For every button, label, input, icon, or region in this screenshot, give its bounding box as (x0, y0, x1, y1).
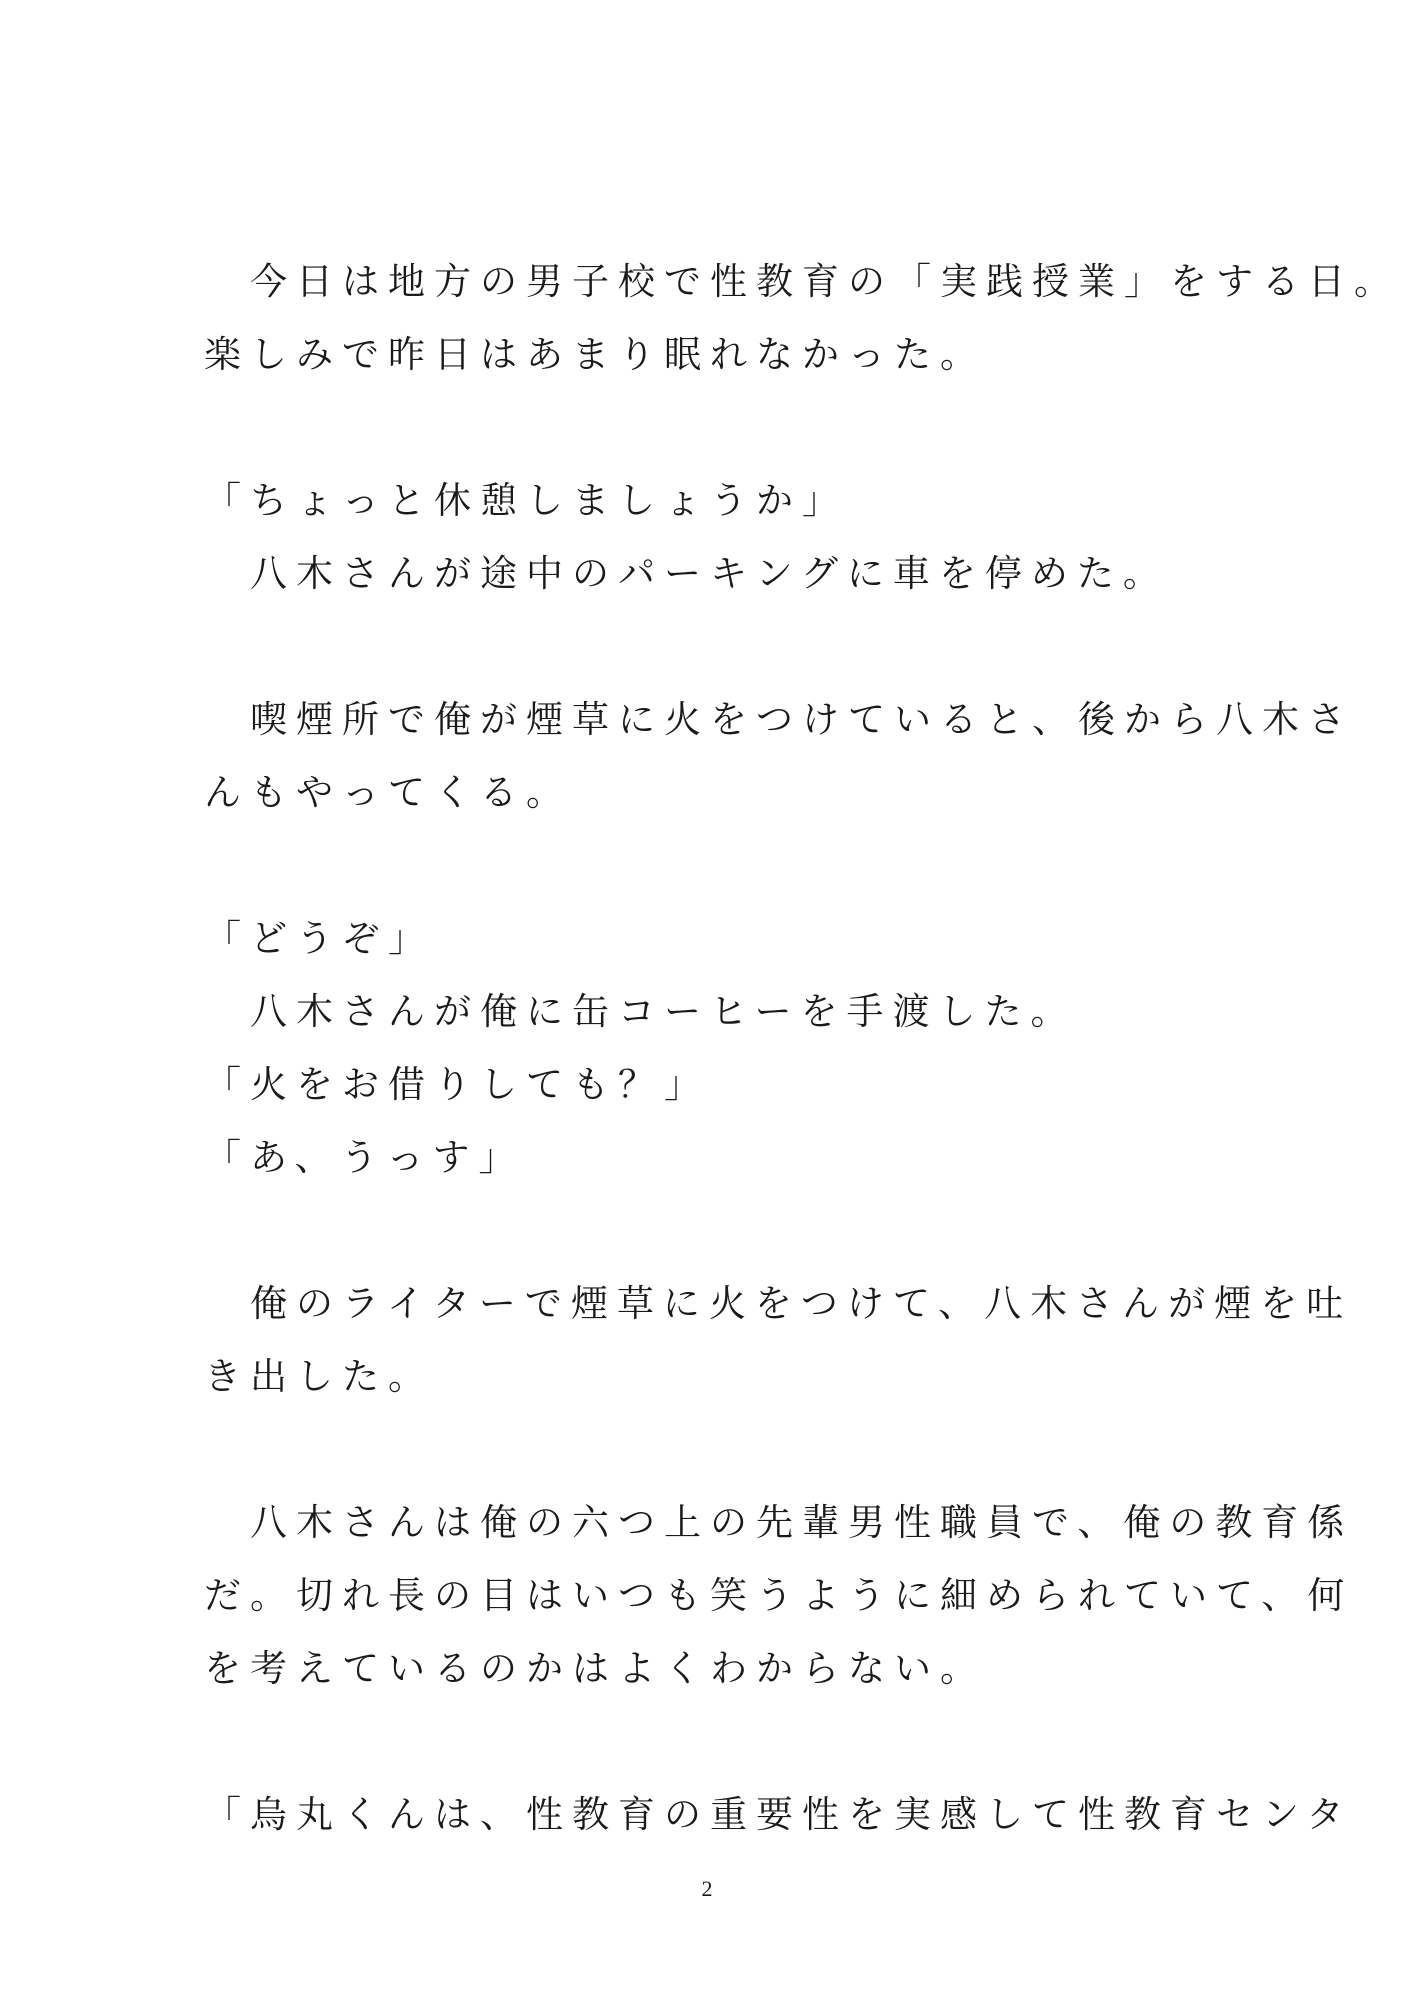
text-line: き出した。 (204, 1355, 434, 1398)
blank-line (204, 1194, 1214, 1267)
text-line: 「烏丸くんは、性教育の重要性を実感して性教育センタ (204, 1793, 1353, 1836)
text-line: 楽しみで昨日はあまり眠れなかった。 (204, 333, 986, 376)
text-line: 八木さんは俺の六つ上の先輩男性職員で、俺の教育係 (204, 1501, 1354, 1544)
blank-line (204, 829, 1214, 902)
text-line: 「ちょっと休憩しましょうか」 (204, 479, 848, 522)
text-line: 八木さんが途中のパーキングに車を停めた。 (204, 552, 1169, 595)
body-text (204, 245, 1400, 1851)
text-line: 今日は地方の男子校で性教育の「実践授業」をする日。 (204, 260, 1400, 303)
text-line: 俺のライターで煙草に火をつけて、八木さんが煙を吐 (204, 1282, 1353, 1325)
text-line: 喫煙所で俺が煙草に火をつけていると、後から八木さ (204, 698, 1354, 741)
blank-line (204, 1705, 1214, 1778)
page-number: 2 (701, 1876, 713, 1901)
blank-line (204, 610, 1214, 683)
text-line: んもやってくる。 (204, 771, 572, 814)
blank-line (204, 391, 1214, 464)
text-line: だ。切れ長の目はいつも笑うように細められていて、何 (204, 1574, 1354, 1617)
text-line: 「火をお借りしても？」 (204, 1063, 710, 1106)
text-line: 八木さんが俺に缶コーヒーを手渡した。 (204, 990, 1077, 1033)
blank-line (204, 1413, 1214, 1486)
text-line: を考えているのかはよくわからない。 (204, 1647, 986, 1690)
text-line: 「どうぞ」 (204, 917, 434, 960)
text-line: 「あ、うっす」 (204, 1136, 525, 1179)
